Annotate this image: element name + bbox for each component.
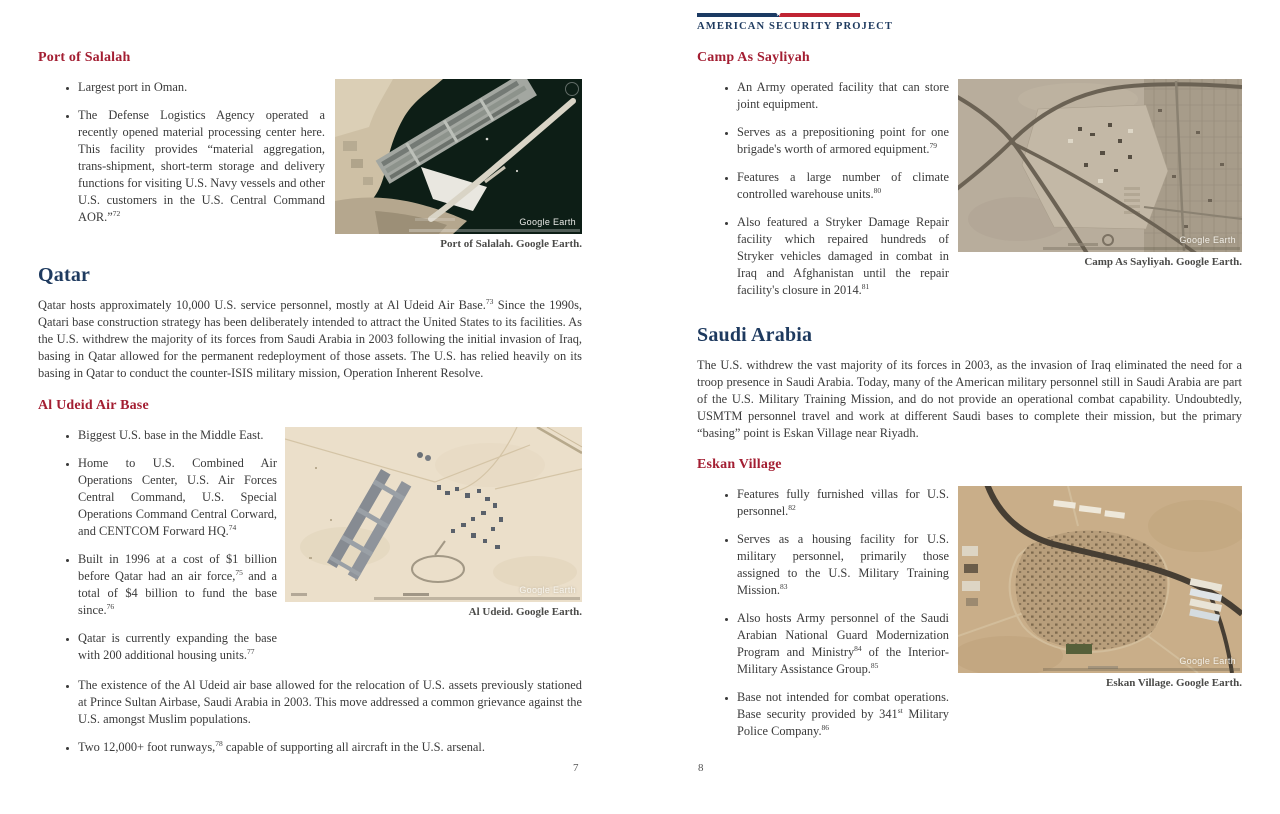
al-udeid-bullet-list-full: [38, 677, 582, 756]
salalah-bullet-list: [38, 79, 325, 237]
bullet-item: • Serves as a housing facility for U.S. military personnel, primarily those assigned to the U.S. Military Training Mission.$^{83}$: [737, 531, 949, 599]
qatar-paragraph: Qatar hosts approximately 10,000 U.S. service personnel, mostly at Al Udeid Air Base.$^{73}$ Since the 1990s, Qatari base construction strategy has been deliberately intended to attract the United States to its facilities. As the U.S. withdrew the majority of its forces from Saudi Arabia in 2003 following the initial invasion of Iraq, basing in Qatar allowed for the permanent redeployment of those assets. The U.S. has relied heavily on its basing in Qatar to conduct the counter-ISIS military mission, Operation Inherent Resolve.: [38, 296, 582, 380]
bullet-item: • Biggest U.S. base in the Middle East.: [78, 427, 277, 444]
page-number-right: 8: [698, 762, 704, 774]
al-udeid-satellite-art: [285, 427, 582, 602]
sayliyah-section: [697, 79, 1242, 310]
bullet-item: • The existence of the Al Udeid air base allowed for the relocation of U.S. assets previously stationed at Prince Sultan Airbase, Saudi Arabia in 2003. This move addressed a common grievance against the U.S. amongst Muslim populations.: [78, 677, 582, 728]
google-earth-watermark: Google Earth: [1179, 235, 1236, 245]
al-udeid-figure: [285, 427, 582, 618]
org-name: AMERICAN SECURITY PROJECT: [697, 21, 894, 32]
attribution-strip: [409, 229, 580, 232]
eskan-figure: [958, 486, 1242, 689]
salalah-section: [38, 79, 582, 250]
sayliyah-caption: Camp As Sayliyah. Google Earth.: [1084, 256, 1242, 268]
google-earth-watermark: Google Earth: [1179, 656, 1236, 666]
asp-flag-bar: [697, 10, 860, 19]
flag-bar-blue: [697, 10, 782, 19]
bullet-item: • An Army operated facility that can store joint equipment.: [737, 79, 949, 113]
asp-header: [697, 10, 894, 32]
sayliyah-figure: [958, 79, 1242, 268]
flag-bar-red: [779, 13, 861, 17]
saudi-paragraph: The U.S. withdrew the vast majority of its forces in 2003, as the invasion of Iraq eliminated the need for a troop presence in Saudi Arabia. Today, many of the American military personnel still in Saudi Arabia are part of the U.S. Military Training Mission, and do not provide an operational combat capability. Undoubtedly, USMTM personnel travel and work at different Saudi bases to complete their mission, but the primary “basing” point is Eskan Village near Riyadh.: [697, 358, 1242, 440]
bullet-item: • Built in 1996 at a cost of $1 billion before Qatar had an air force,$^{75}$ and a total of $4 billion to fund the base since.$^{76}$: [78, 551, 277, 619]
bullet-item: • Serves as a prepositioning point for one brigade's worth of armored equipment.$^{79}$: [737, 124, 949, 158]
al-udeid-caption: Al Udeid. Google Earth.: [468, 606, 582, 618]
salalah-satellite-art: [335, 79, 582, 234]
eskan-bullet-list: [697, 486, 949, 751]
salalah-satellite-image: [335, 79, 582, 234]
section-title-eskan-village: Eskan Village: [697, 457, 782, 472]
bullet-item: • Qatar is currently expanding the base with 200 additional housing units.$^{77}$: [78, 630, 277, 664]
al-udeid-section: [38, 427, 582, 675]
star-icon: ★: [775, 10, 782, 19]
al-udeid-satellite-image: [285, 427, 582, 602]
eskan-green-field: [1066, 644, 1092, 654]
sayliyah-satellite-image: [958, 79, 1242, 252]
page-8: [697, 50, 1242, 751]
bullet-item: • Also featured a Stryker Damage Repair facility which repaired hundreds of Stryker vehicles damaged in combat in Iraq and Afghanistan until the repair facility's closure in 2014.81: [737, 214, 949, 299]
eskan-satellite-image: [958, 486, 1242, 673]
sayliyah-satellite-art: [958, 79, 1242, 252]
eskan-village-housing: [1016, 530, 1167, 649]
google-earth-watermark: Google Earth: [519, 585, 576, 595]
page-7: [38, 50, 582, 767]
bullet-item: • Features a large number of climate controlled warehouse units.$^{80}$: [737, 169, 949, 203]
bullet-item: • Largest port in Oman.: [78, 79, 325, 96]
eskan-caption: Eskan Village. Google Earth.: [1106, 677, 1242, 689]
attribution-strip: [374, 597, 580, 600]
section-title-port-of-salalah: Port of Salalah: [38, 50, 131, 65]
bullet-item: • Also hosts Army personnel of the Saudi Arabian National Guard Modernization Program and Ministry$^{84}$ of the Interior-Military Assistance Group.$^{85}$: [737, 610, 949, 678]
section-title-camp-as-sayliyah: Camp As Sayliyah: [697, 50, 810, 65]
attribution-strip: [1043, 247, 1240, 250]
section-title-saudi-arabia: Saudi Arabia: [697, 324, 813, 346]
section-title-qatar: Qatar: [38, 264, 91, 286]
salalah-caption: Port of Salalah. Google Earth.: [440, 238, 582, 250]
eskan-satellite-art: [958, 486, 1242, 673]
attribution-strip: [1043, 668, 1240, 671]
sayliyah-bullet-list: [697, 79, 949, 310]
bullet-item: • Features fully furnished villas for U.S. personnel.$^{82}$: [737, 486, 949, 520]
section-title-al-udeid: Al Udeid Air Base: [38, 398, 149, 413]
page-number-left: 7: [573, 762, 579, 774]
bullet-item: • Home to U.S. Combined Air Operations Center, U.S. Air Forces Central Command, U.S. Special Operations Command Central Corward, and CENTCOM Forward HQ.$^{74}$: [78, 455, 277, 540]
bullet-item: • The Defense Logistics Agency operated a recently opened material processing center here. This facility provides “material aggregation, trans-shipment, short-term storage and delivery functions for visiting U.S. Navy vessels and other U.S. customers in the U.S. Central Command AOR.”$^{72}$: [78, 107, 325, 226]
bullet-item: • Base not intended for combat operations. Base security provided by 341st Military Police Company.$^{86}$: [737, 689, 949, 740]
eskan-section: [697, 486, 1242, 751]
bullet-item: • Two 12,000+ foot runways,$^{78}$ capable of supporting all aircraft in the U.S. arsenal.: [78, 739, 582, 756]
google-earth-watermark: Google Earth: [519, 217, 576, 227]
salalah-figure: [335, 79, 582, 250]
al-udeid-bullet-list: [38, 427, 277, 675]
